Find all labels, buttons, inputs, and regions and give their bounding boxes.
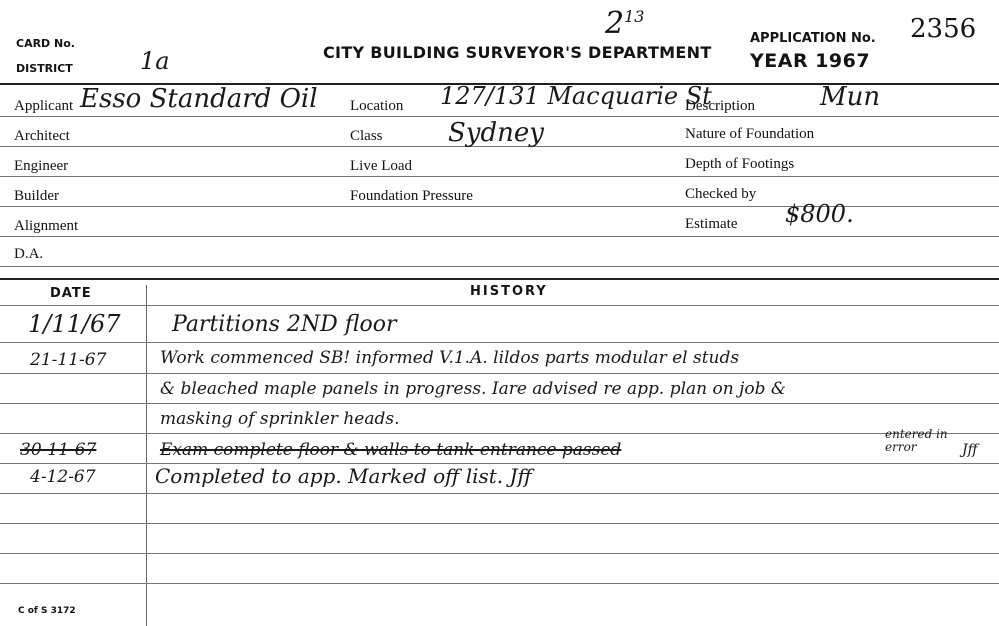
application-no-label: APPLICATION No. (750, 31, 876, 46)
engineer-label: Engineer (14, 158, 69, 174)
history-date: 1/11/67 (28, 310, 121, 338)
nature-of-foundation-label: Nature of Foundation (685, 126, 815, 142)
field-row-line (0, 116, 999, 117)
history-text: masking of sprinkler heads. (160, 409, 400, 429)
foundation-pressure-label: Foundation Pressure (350, 188, 473, 204)
description-value: Mun (820, 82, 881, 112)
history-top-border (0, 278, 999, 280)
history-note-initials: Jff (962, 442, 978, 458)
live-load-label: Live Load (350, 158, 413, 174)
history-date: 21-11-67 (30, 350, 107, 370)
field-row-line (0, 266, 999, 267)
handwritten-page-main: 2 (605, 6, 625, 41)
location-value: 127/131 Macquarie St (440, 82, 712, 110)
history-line (0, 342, 999, 343)
checked-by-label: Checked by (685, 186, 757, 202)
history-line (0, 583, 999, 584)
history-line (0, 433, 999, 434)
history-date-struck: 30-11-67 (20, 440, 97, 460)
history-text: & bleached maple panels in progress. Iare advised re app. plan on job & (160, 379, 787, 399)
application-no-value: 2356 (910, 14, 977, 44)
history-line (0, 403, 999, 404)
estimate-label: Estimate (685, 216, 738, 232)
district-label: DISTRICT (16, 62, 73, 75)
history-column-divider (146, 285, 147, 626)
history-line (0, 553, 999, 554)
year-label: YEAR 1967 (750, 50, 871, 72)
history-line (0, 523, 999, 524)
class-value: Sydney (448, 118, 544, 148)
history-date: 4-12-67 (30, 467, 96, 487)
history-text-struck: Exam complete floor & walls to tank entrance passed (160, 440, 622, 460)
handwritten-page-number (605, 6, 644, 41)
da-label: D.A. (14, 246, 44, 262)
handwritten-page-sup: 13 (624, 7, 645, 26)
history-line (0, 373, 999, 374)
district-value: 1a (140, 47, 170, 75)
form-number: C of S 3172 (18, 606, 76, 616)
history-text: Completed to app. Marked off list. Jff (155, 464, 532, 488)
history-text: Work commenced SB! informed V.1.A. lildos parts modular el studs (160, 348, 740, 368)
architect-label: Architect (14, 128, 70, 144)
department-title: CITY BUILDING SURVEYOR'S DEPARTMENT (323, 43, 712, 62)
history-column-header: HISTORY (470, 284, 548, 299)
date-column-header: DATE (50, 286, 92, 301)
applicant-value: Esso Standard Oil (80, 84, 318, 114)
history-header-divider (0, 305, 999, 306)
alignment-label: Alignment (14, 218, 79, 234)
description-label: Description (685, 98, 755, 114)
builder-label: Builder (14, 188, 59, 204)
depth-of-footings-label: Depth of Footings (685, 156, 795, 172)
applicant-label: Applicant (14, 98, 74, 114)
history-margin-note: entered in error (885, 427, 948, 454)
location-label: Location (350, 98, 404, 114)
history-text: Partitions 2ND floor (172, 312, 397, 337)
field-row-line (0, 176, 999, 177)
class-label: Class (350, 128, 383, 144)
estimate-value: $800. (785, 200, 854, 228)
history-line (0, 493, 999, 494)
field-row-line (0, 236, 999, 237)
card-no-label: CARD No. (16, 37, 75, 50)
